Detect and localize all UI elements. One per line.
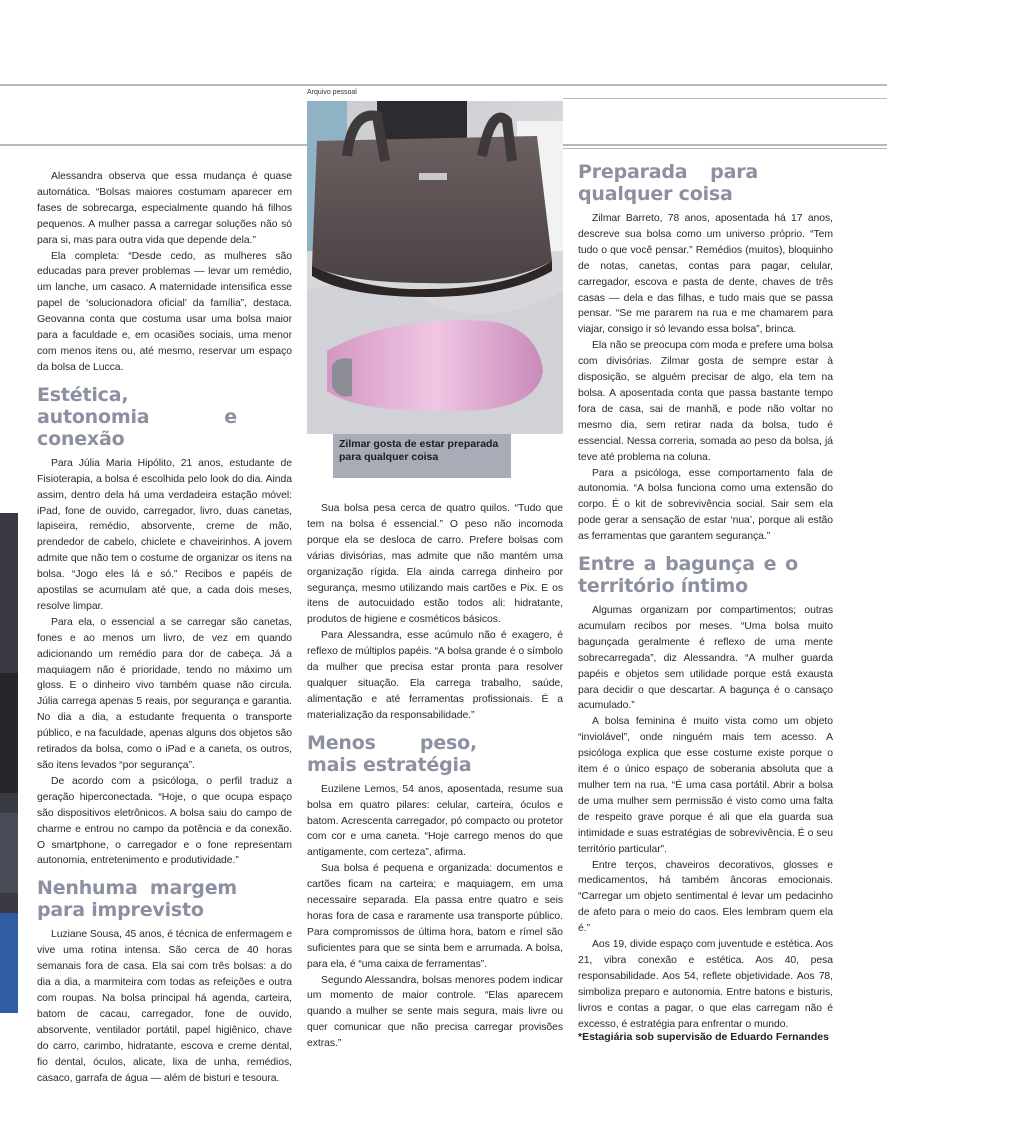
author-note: *Estagiária sob supervisão de Eduardo Fernandes xyxy=(578,1031,829,1043)
paragraph: Aos 19, divide espaço com juventude e estética. Aos 21, vibra conexão e estética. Aos 40, pesa responsabilidade. Aos 54, reflete objetividade. Aos 78, simboliza preparo e autonomia. Entre batons e bisturis, livros e contas a pagar, o que elas carregam não é excesso, é estratégia para enfrentar o mundo. xyxy=(578,939,833,1030)
paragraph: Para Júlia Maria Hipólito, 21 anos, estudante de Fisioterapia, a bolsa é escolhida pelo look do dia. Ainda assim, dentro dela há uma verdadeira estação móvel: iPad, fone de ouvido, carregador, livro, duas canetas, lapiseira, remédio, absorvente, creme de mão, prendedor de cabelo, chiclete e chaveirinhos. A jovem admite que não tem o costume de organizar os itens na bolsa. “Jogo eles lá e só.” Recibos e papéis de apostilas se acumulam até que, a cada dois meses, resolve limpar. xyxy=(37,457,292,612)
section-heading: Preparada para qualquer coisa xyxy=(578,161,758,205)
photo-credit: Arquivo pessoal xyxy=(307,89,357,96)
paragraph: Para a psicóloga, esse comportamento fala de autonomia. “A bolsa funciona como uma extensão do corpo. É o kit de sobrevivência social. Sair sem ela pode gerar a sensação de estar ‘nua’, porque ali estão as ferramentas que garantem segurança.” xyxy=(578,467,833,543)
handbag-illustration xyxy=(307,101,563,434)
adjacent-photo-graphic xyxy=(0,513,18,1013)
article-column-1 xyxy=(37,169,292,1086)
paragraph: Zilmar Barreto, 78 anos, aposentada há 17 anos, descreve sua bolsa como um universo próprio. “Tem tudo o que você pensar.” Remédios (muitos), bloquinho de notas, canetas, contas para pagar, celular, carregador, escova e pasta de dente, chaves de três casas — dela e das filhas, e tudo mais que se passa pensar. “Se me pararem na rua e me chamarem para viajar, consigo ir só levando essa bolsa”, brinca. xyxy=(578,213,833,336)
section-rule-right xyxy=(563,144,887,146)
top-rule-right-lower xyxy=(563,98,887,99)
paragraph: Ela não se preocupa com moda e prefere uma bolsa com divisórias. Zilmar gosta de sempre estar à disposição, se alguém precisar de algo, ela tem na bolsa. A aposentada conta que passa bastante tempo fora de casa, sai de manhã, e pode não voltar no mesmo dia, sem retirar nada da bolsa, tudo é essencial. Nessa correria, somada ao peso da bolsa, já teve até problema na coluna. xyxy=(578,340,833,463)
paragraph: Para Alessandra, esse acúmulo não é exagero, é reflexo de múltiplos papéis. “A bolsa grande é o símbolo da mulher que precisa estar pronta para resolver qualquer situação. Ela carrega trabalho, saúde, alimentação e até ferramentas profissionais. É a materialização da responsabilidade.” xyxy=(307,630,563,721)
handbag-photo xyxy=(307,101,563,434)
paragraph: Entre terços, chaveiros decorativos, glosses e medicamentos, há também âncoras emocionais. “Carregar um objeto sentimental é levar um pedacinho de afeto para o meio do caos. Eles lembram quem ela é.” xyxy=(578,859,833,935)
paragraph: Luziane Sousa, 45 anos, é técnica de enfermagem e vive uma rotina intensa. São cerca de 40 horas semanais fora de casa. Ela sai com três bolsas: a do dia a dia, a marmiteira com todas as refeições e outra com roupas. Na bolsa principal há agenda, carteira, batom de cacau, carregador, fone de ouvido, absorvente, ventilador portátil, papel higiênico, chave do carro, carimbo, hidratante, escova e creme dental, fio dental, óculos, alicate, lixa de unha, remédios, casaco, garrafa de água — além de bisturi e tesoura. xyxy=(37,929,292,1084)
adjacent-photo-strip xyxy=(0,513,18,1013)
paragraph: Sua bolsa pesa cerca de quatro quilos. “Tudo que tem na bolsa é essencial.” O peso não incomoda porque ela se desloca de carro. Prefere bolsas com várias divisórias, mas admite que não mantém uma organização rígida. Ela ainda carrega dinheiro por segurança, mesmo utilizando mais cartões e Pix. E os itens de autocuidado estão todos ali: hidratante, produtos de higiene e cosméticos básicos. xyxy=(307,503,563,626)
section-rule-left xyxy=(0,144,307,146)
section-heading: Nenhuma margem para imprevisto xyxy=(37,877,237,922)
paragraph: Algumas organizam por compartimentos; outras acumulam recibos por meses. “Uma bolsa muito bagunçada geralmente é reflexo de uma mente sobrecarregada”, diz Alessandra. “A mulher guarda papéis e objetos sem utilidade porque está exausta para decidir o que descartar. A bagunça é o cansaço acumulado.” xyxy=(578,605,833,712)
section-rule-right-thin xyxy=(563,148,887,149)
paragraph: Para ela, o essencial a se carregar são canetas, fones e ao menos um livro, de vez em quando adicionando um remédio para dor de cabeça. Já a maquiagem não é prioridade, tendo no máximo um gloss. E o dinheiro vivo também quase não circula. Júlia carrega apenas 5 reais, por segurança e garantia. No dia a dia, a estudante frequenta o transporte público, e na faculdade, apenas alguns dos objetos são retirados da bolsa, como o iPad e a caneta, os outros, são itens levados “por segurança”. xyxy=(37,616,292,771)
top-rule xyxy=(0,84,887,86)
section-heading: Menos peso, mais estratégia xyxy=(307,731,477,776)
paragraph: Sua bolsa é pequena e organizada: documentos e cartões ficam na carteira; e maquiagem, em uma necessaire separada. Ela passa entre quatro e seis horas fora de casa e raramente usa transporte público. Para compromissos de última hora, batom e rímel são suficientes para que se sinta bem e arrumada. A bolsa, para ela, é “uma caixa de ferramentas”. xyxy=(307,863,563,970)
article-column-2 xyxy=(307,501,563,1052)
paragraph: Segundo Alessandra, bolsas menores podem indicar um momento de maior controle. “Elas aparecem quando a mulher se sente mais segura, mais livre ou quer comunicar que não precisa carregar provisões extras.” xyxy=(307,974,563,1050)
paragraph: Alessandra observa que essa mudança é quase automática. “Bolsas maiores costumam aparecer em fases de sobrecarga, especialmente quando há filhos pequenos. A mulher passa a carregar soluções não só para si, mas para outra vida que depende dela.” xyxy=(37,171,292,246)
section-heading: Entre a bagunça e o território íntimo xyxy=(578,553,798,598)
section-heading: Estética, autonomia e conexão xyxy=(37,383,237,450)
article-column-3 xyxy=(578,161,833,1033)
paragraph: Euzilene Lemos, 54 anos, aposentada, resume sua bolsa em quatro pilares: celular, carteira, óculos e batom. Acrescenta carregador, pó compacto ou protetor com cor e uma caneta. “Hoje carrego menos do que antigamente, com certeza”, afirma. xyxy=(307,783,563,859)
photo-caption: Zilmar gosta de estar preparada para qualquer coisa xyxy=(333,434,511,478)
paragraph: A bolsa feminina é muito vista como um objeto “inviolável”, onde ninguém mais tem acesso. A psicóloga explica que esse costume existe porque o item é o único espaço de soberania absoluta que a mulher tem na rua. “É uma casa portátil. Abrir a bolsa de uma mulher sem permissão é visto como uma falta de respeito grave porque é ali que ela guarda sua intimidade e suas estratégias de sobrevivência. É o seu território particular”. xyxy=(578,716,833,855)
paragraph: De acordo com a psicóloga, o perfil traduz a geração hiperconectada. “Hoje, o que ocupa espaço são dispositivos eletrônicos. A bolsa saiu do campo de charme e entrou no campo da potência e da conexão. O smartphone, o carregador e o fone representam autonomia, entretenimento e produtividade.” xyxy=(37,775,292,867)
paragraph: Ela completa: “Desde cedo, as mulheres são educadas para prever problemas — levar um remédio, um lanche, um casaco. A maternidade intensifica esse papel de ‘solucionadora oficial’ da família”, destaca. Geovanna conta que costuma usar uma bolsa maior para a faculdade e, em ocasiões sociais, uma menor com menos itens ou, até mesmo, reservar um espaço da bolsa de Lucca. xyxy=(37,250,292,373)
